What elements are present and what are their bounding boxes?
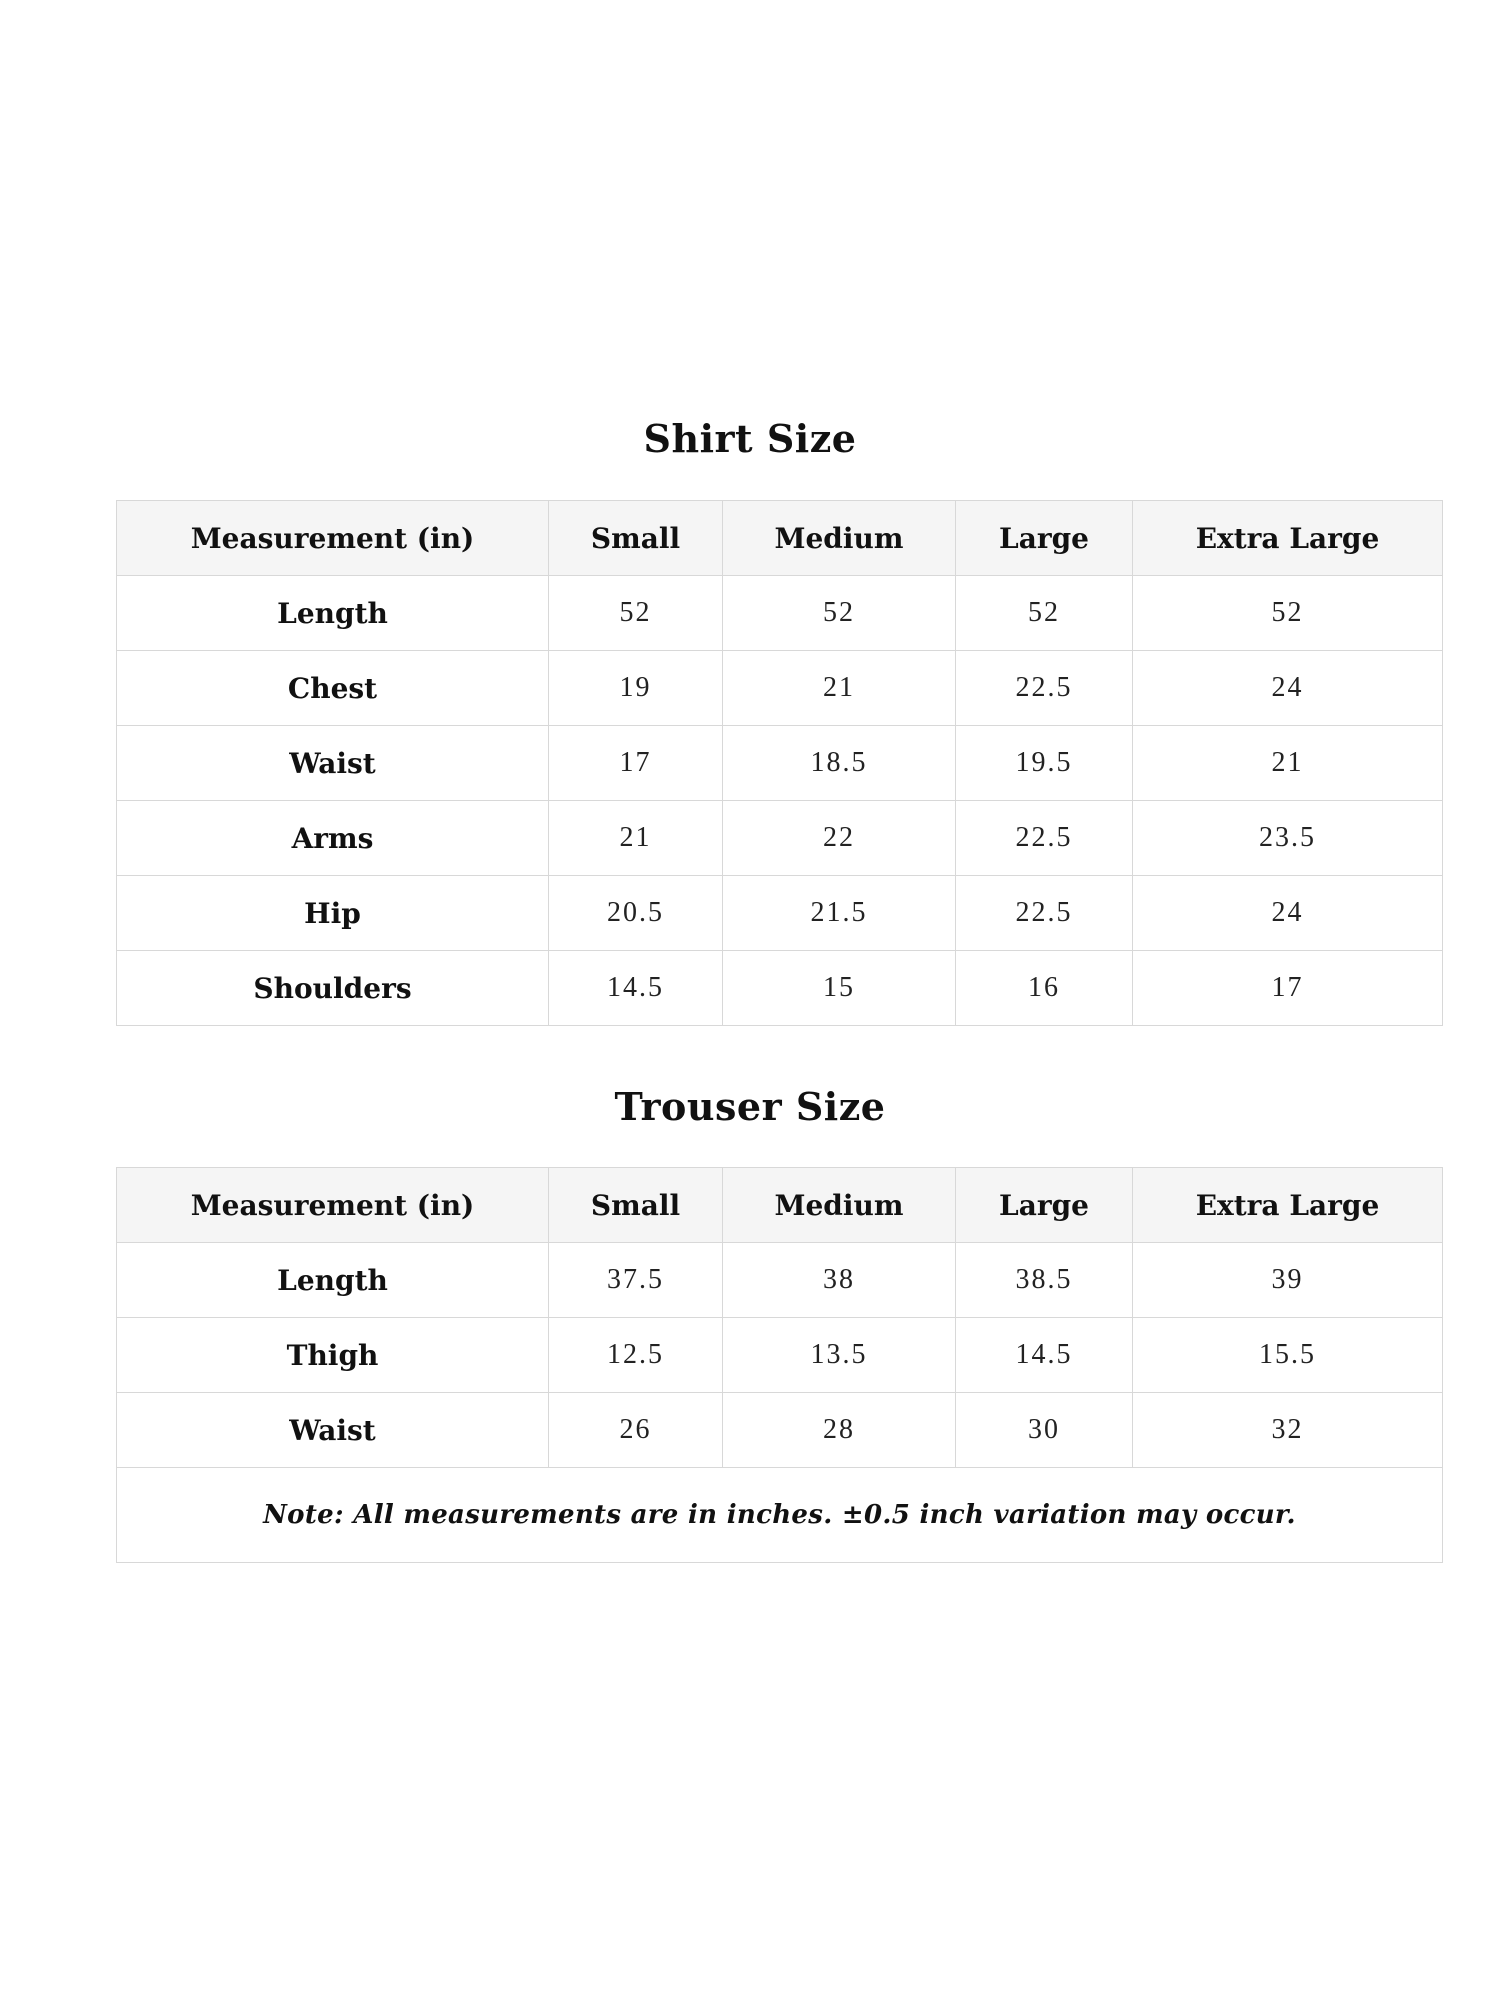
table-cell: 22.5 [956,651,1133,726]
table-row [117,1318,1443,1393]
table-cell: 22.5 [956,801,1133,876]
table-row [117,726,1443,801]
table-cell: 52 [723,576,956,651]
table-cell: 15.5 [1133,1318,1443,1393]
table-cell: 24 [1133,651,1443,726]
row-label: Arms [117,801,549,876]
table-cell: 28 [723,1393,956,1468]
table-cell: 38.5 [956,1243,1133,1318]
table-note-row [117,1468,1443,1563]
table-cell: 14.5 [549,951,723,1026]
row-label: Thigh [117,1318,549,1393]
row-label: Waist [117,726,549,801]
row-label: Hip [117,876,549,951]
table-cell: 12.5 [549,1318,723,1393]
column-header-measurement: Measurement (in) [117,1168,549,1243]
table-cell: 21 [549,801,723,876]
table-cell: 21 [723,651,956,726]
table-cell: 19.5 [956,726,1133,801]
table-cell: 18.5 [723,726,956,801]
column-header-large: Large [956,1168,1133,1243]
table-header-row [117,1168,1443,1243]
table-cell: 22 [723,801,956,876]
table-cell: 52 [549,576,723,651]
measurement-note: Note: All measurements are in inches. ±0.5 inch variation may occur. [117,1468,1443,1563]
table-cell: 32 [1133,1393,1443,1468]
table-cell: 17 [1133,951,1443,1026]
table-cell: 21.5 [723,876,956,951]
table-cell: 17 [549,726,723,801]
column-header-small: Small [549,501,723,576]
shirt-size-table [116,500,1443,1026]
column-header-medium: Medium [723,1168,956,1243]
table-cell: 19 [549,651,723,726]
row-label: Shoulders [117,951,549,1026]
table-cell: 52 [1133,576,1443,651]
table-row [117,801,1443,876]
table-cell: 38 [723,1243,956,1318]
table-cell: 26 [549,1393,723,1468]
column-header-large: Large [956,501,1133,576]
row-label: Waist [117,1393,549,1468]
column-header-measurement: Measurement (in) [117,501,549,576]
table-row [117,651,1443,726]
table-row [117,1243,1443,1318]
table-cell: 52 [956,576,1133,651]
table-cell: 39 [1133,1243,1443,1318]
table-cell: 20.5 [549,876,723,951]
table-cell: 13.5 [723,1318,956,1393]
row-label: Length [117,1243,549,1318]
table-cell: 22.5 [956,876,1133,951]
column-header-small: Small [549,1168,723,1243]
table-cell: 14.5 [956,1318,1133,1393]
table-cell: 24 [1133,876,1443,951]
table-row [117,876,1443,951]
column-header-extra-large: Extra Large [1133,1168,1443,1243]
table-cell: 21 [1133,726,1443,801]
table-row [117,951,1443,1026]
table-row [117,576,1443,651]
trouser-size-table [116,1167,1443,1563]
table-row [117,1393,1443,1468]
table-cell: 15 [723,951,956,1026]
table-cell: 37.5 [549,1243,723,1318]
column-header-extra-large: Extra Large [1133,501,1443,576]
table-cell: 16 [956,951,1133,1026]
trouser-size-title: Trouser Size [614,1084,886,1129]
row-label: Length [117,576,549,651]
row-label: Chest [117,651,549,726]
column-header-medium: Medium [723,501,956,576]
table-cell: 23.5 [1133,801,1443,876]
table-cell: 30 [956,1393,1133,1468]
shirt-size-title: Shirt Size [643,416,857,461]
table-header-row [117,501,1443,576]
